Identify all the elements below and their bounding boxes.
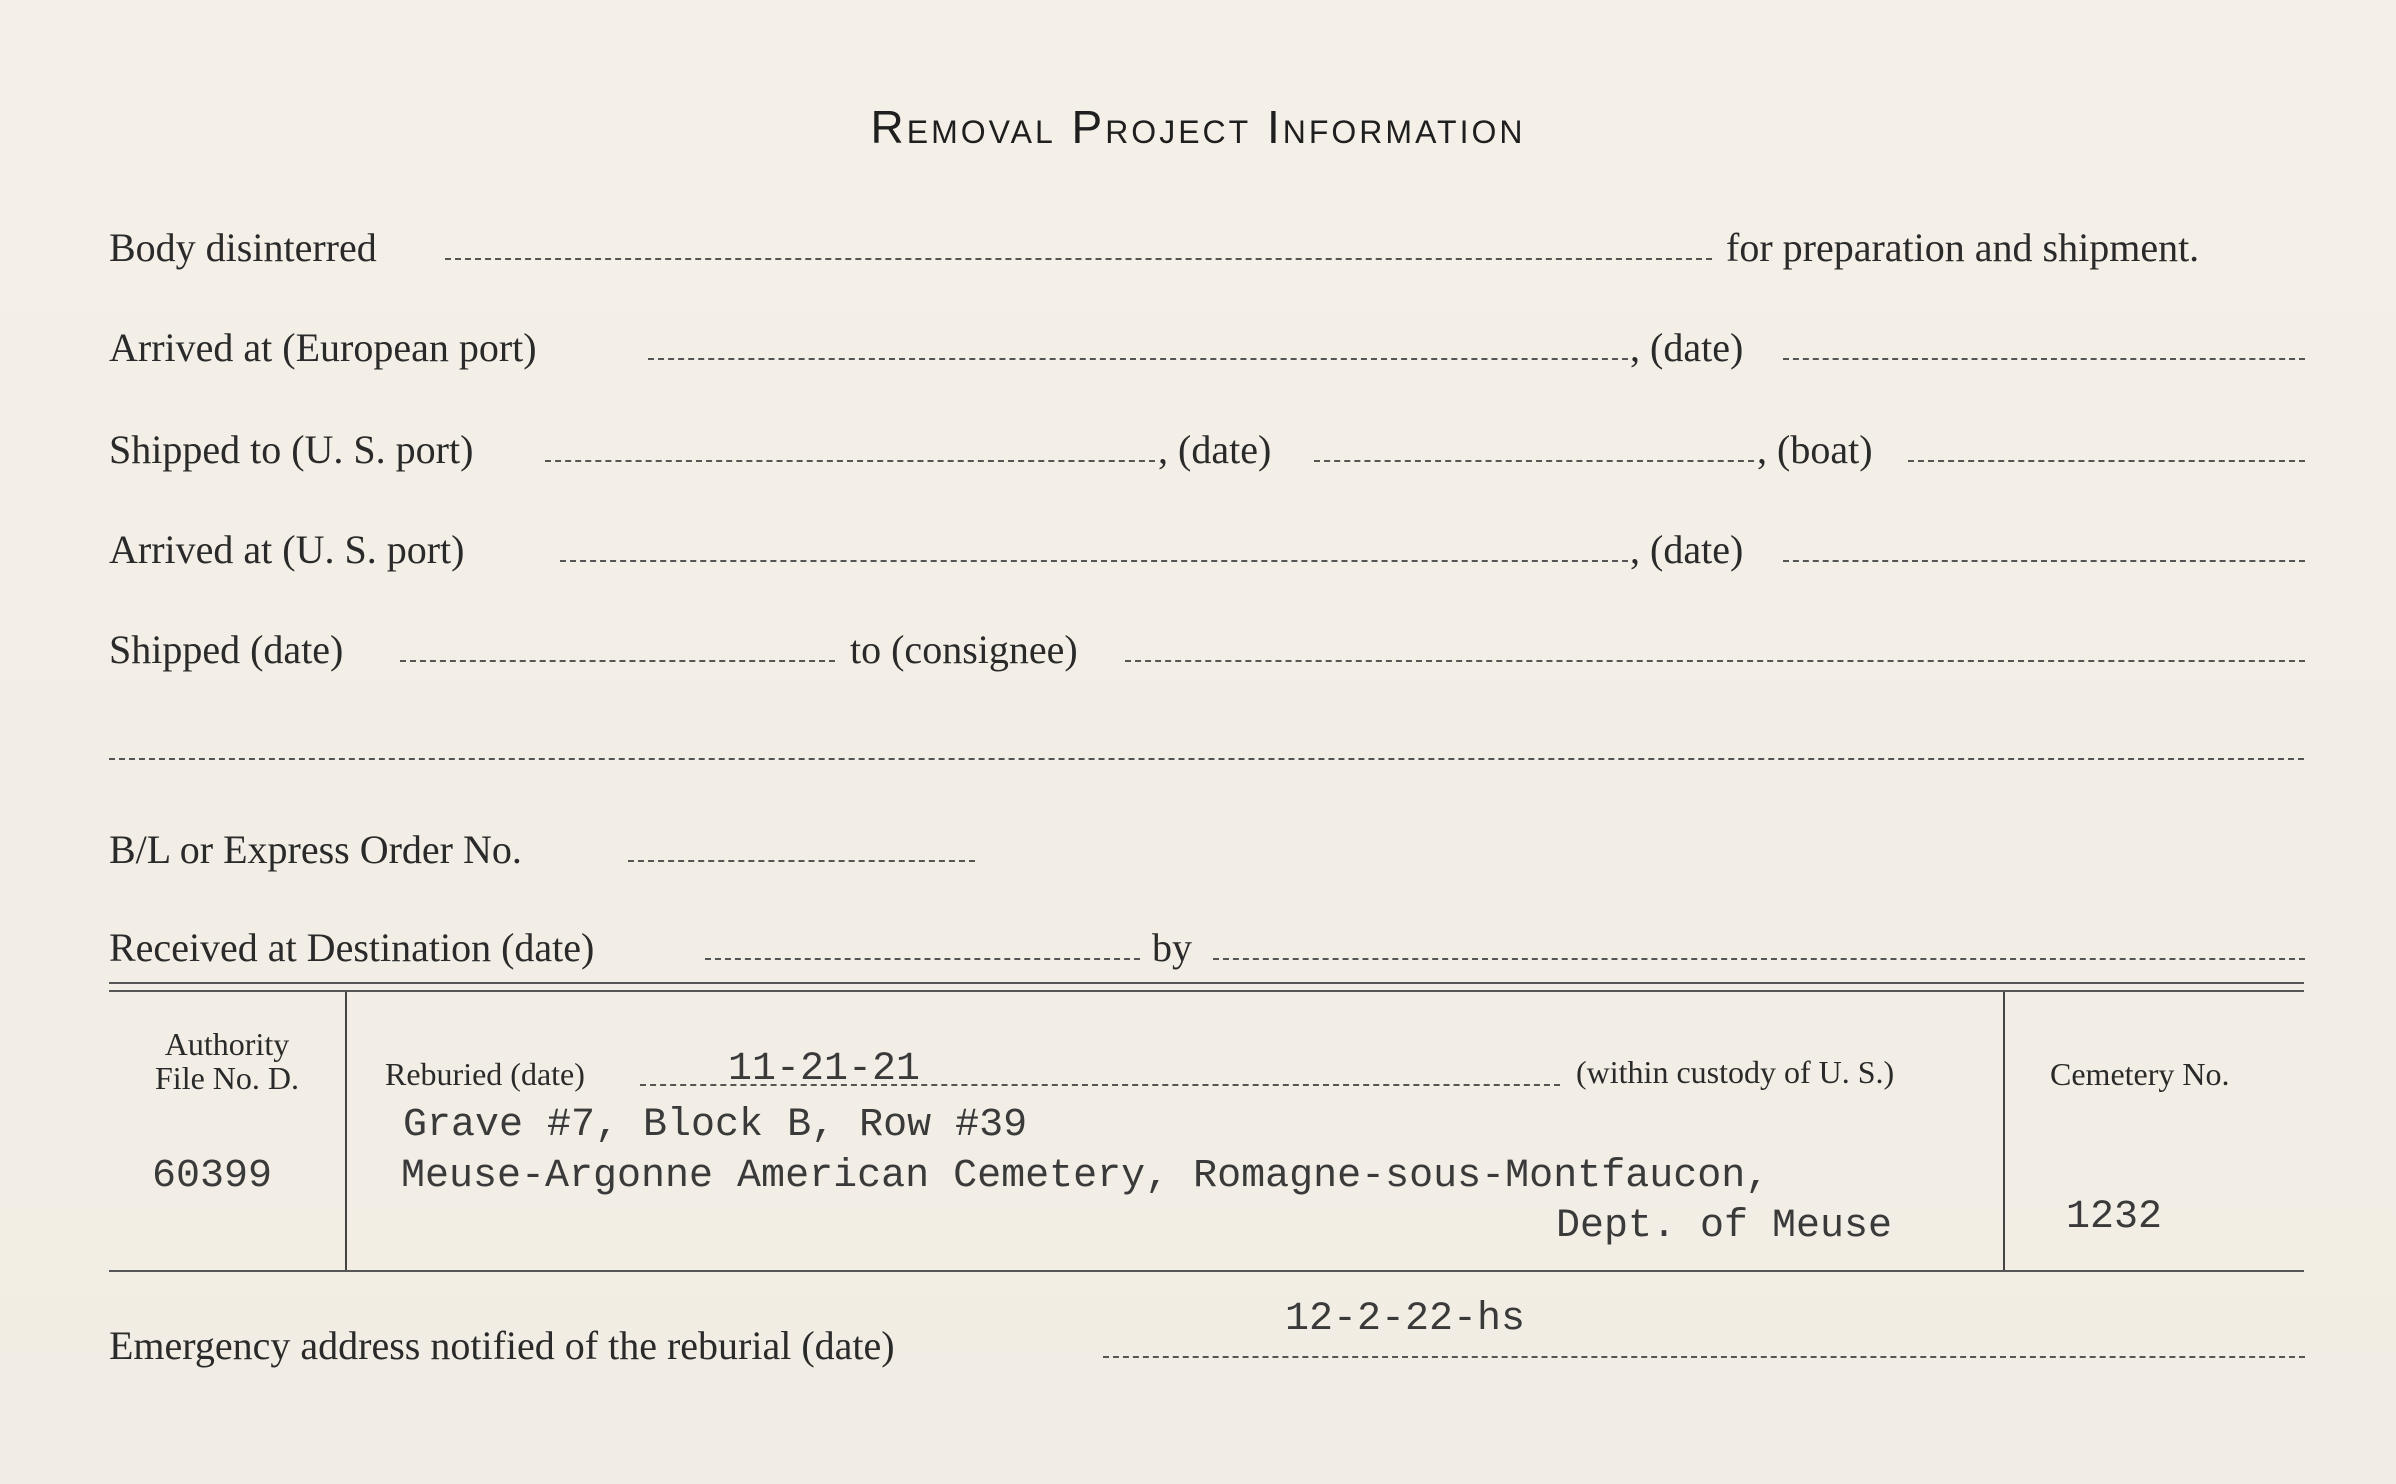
consignee-field[interactable] (1125, 660, 2305, 662)
us-port-field[interactable] (545, 460, 1155, 462)
european-date-label: , (date) (1630, 325, 1744, 370)
file-no-label: File No. D. (155, 1060, 299, 1096)
received-by-field[interactable] (1213, 958, 2305, 960)
table-bottom-rule (109, 1270, 2304, 1272)
received-date-field[interactable] (705, 958, 1140, 960)
shipped-date-label: , (date) (1158, 427, 1272, 472)
arrived-us-port-label: Arrived at (U. S. port) (109, 527, 465, 572)
shipped-date-field[interactable] (1314, 460, 1754, 462)
cemetery-no-value: 1232 (2066, 1195, 2163, 1240)
by-label: by (1152, 925, 1192, 970)
consignee-continuation-field[interactable] (109, 758, 2304, 760)
received-destination-label: Received at Destination (date) (109, 925, 595, 970)
table-top-rule (109, 982, 2304, 984)
consignee-label: to (consignee) (850, 627, 1078, 672)
reburied-date-label: Reburied (date) (385, 1056, 585, 1092)
department-value: Dept. of Meuse (1556, 1204, 1893, 1249)
cemetery-no-label: Cemetery No. (2050, 1056, 2230, 1092)
table-divider-right (2003, 992, 2005, 1270)
preparation-label: for preparation and shipment. (1726, 225, 2200, 270)
page-title: Removal Project Information (870, 101, 1526, 153)
cemetery-name-value: Meuse-Argonne American Cemetery, Romagne-sous-Montfaucon, (401, 1154, 1770, 1199)
table-top-rule-2 (109, 990, 2304, 992)
european-port-field[interactable] (648, 358, 1628, 360)
european-date-field[interactable] (1783, 358, 2305, 360)
table-divider-left (345, 992, 347, 1270)
bl-order-label: B/L or Express Order No. (109, 827, 522, 872)
custody-label: (within custody of U. S.) (1576, 1054, 1895, 1090)
bl-order-field[interactable] (628, 860, 975, 862)
authority-label: Authority (164, 1026, 290, 1062)
emergency-address-label: Emergency address notified of the reburial (date) (109, 1323, 895, 1368)
arrived-us-port-field[interactable] (560, 560, 1628, 562)
emergency-date-value: 12-2-22-hs (1285, 1297, 1526, 1342)
shipped-to-us-port-label: Shipped to (U. S. port) (109, 427, 474, 472)
file-number-value: 60399 (152, 1154, 273, 1199)
boat-field[interactable] (1908, 460, 2305, 462)
body-disinterred-label: Body disinterred (109, 225, 377, 270)
arrived-us-date-field[interactable] (1783, 560, 2305, 562)
emergency-date-field[interactable] (1103, 1356, 2305, 1358)
body-disinterred-field[interactable] (445, 258, 1712, 260)
arrived-european-port-label: Arrived at (European port) (109, 325, 537, 370)
shipped-date-row-label: Shipped (date) (109, 627, 344, 672)
shipped-date-row-field[interactable] (400, 660, 835, 662)
boat-label: , (boat) (1757, 427, 1873, 472)
arrived-us-date-label: , (date) (1630, 527, 1744, 572)
grave-location-value: Grave #7, Block B, Row #39 (403, 1103, 1028, 1148)
reburied-date-value: 11-21-21 (728, 1047, 921, 1092)
